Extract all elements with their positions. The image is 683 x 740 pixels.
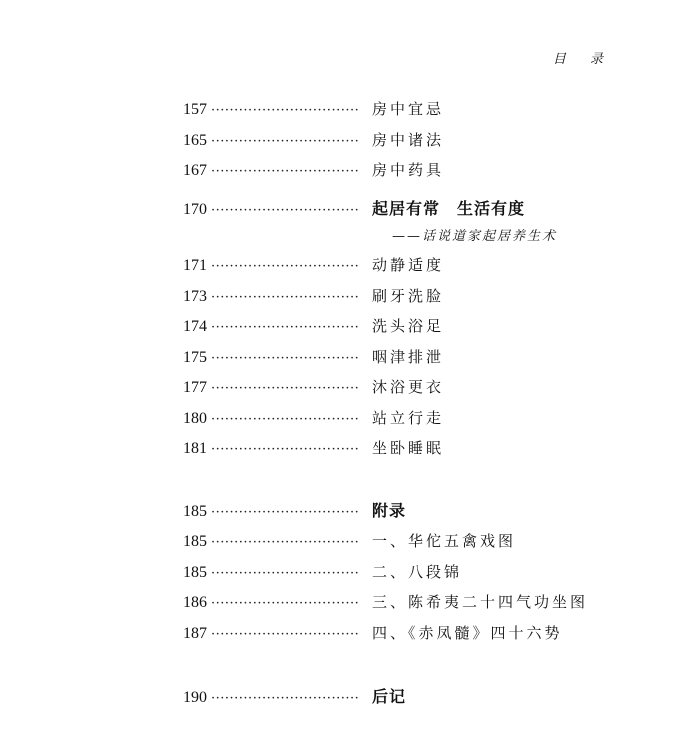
toc-chapter-title: 后记 [372, 687, 407, 706]
toc-page-number: 157 [183, 101, 207, 118]
toc-leader: ································ [211, 565, 360, 581]
toc-entry-title: 房中诸法 [372, 130, 445, 149]
toc-chapter-subtitle: ——话说道家起居养生术 [392, 229, 558, 244]
toc-chapter-entry[interactable] [183, 496, 603, 527]
toc-page-number: 185 [183, 533, 207, 550]
toc-page-number: 185 [183, 563, 207, 581]
toc-page-number: 174 [183, 318, 207, 335]
toc-entry-title: 四、《赤凤髓》四十六势 [372, 623, 563, 642]
toc-entry[interactable] [183, 618, 603, 649]
toc-entry[interactable] [183, 403, 603, 434]
toc-entry-title: 刷牙洗脸 [372, 286, 445, 305]
section-gap [183, 464, 603, 496]
toc-leader: ································ [211, 691, 360, 706]
toc-chapter-entry[interactable] [183, 194, 603, 225]
toc-page-number: 185 [183, 502, 207, 520]
toc-page-number: 190 [183, 689, 207, 706]
toc-leader: ································ [211, 596, 360, 611]
toc-leader: ································ [211, 442, 360, 457]
toc-entry[interactable] [183, 311, 603, 342]
toc-chapter-entry[interactable] [183, 682, 603, 713]
toc-leader: ································ [211, 259, 360, 274]
toc-entry[interactable] [183, 342, 603, 373]
toc-page-number: 170 [183, 200, 207, 218]
toc-entry[interactable] [183, 281, 603, 312]
table-of-contents [183, 94, 603, 713]
toc-entry[interactable] [183, 557, 603, 588]
toc-entry-title: 坐卧睡眠 [372, 439, 445, 457]
toc-entry-title: 站立行走 [372, 408, 445, 427]
toc-entry-title: 一、华佗五禽戏图 [372, 532, 517, 550]
toc-page-number: 167 [183, 162, 207, 179]
toc-entry-title: 三、陈希夷二十四气功坐图 [372, 593, 589, 611]
toc-entry-title: 房中药具 [372, 161, 445, 179]
toc-leader: ································ [211, 133, 360, 149]
toc-entry[interactable] [183, 125, 603, 156]
toc-entry[interactable] [183, 372, 603, 403]
toc-entry-title: 咽津排泄 [372, 347, 445, 366]
toc-entry[interactable] [183, 587, 603, 618]
toc-entry-title: 洗头浴足 [372, 317, 445, 335]
toc-entry-title: 动静适度 [372, 256, 445, 274]
toc-page-number: 187 [183, 624, 207, 642]
page-header: 目 录 [552, 52, 613, 67]
toc-entry[interactable] [183, 155, 603, 186]
toc-leader: ································ [211, 289, 360, 305]
toc-page-number: 165 [183, 131, 207, 149]
toc-page-number: 180 [183, 409, 207, 427]
toc-leader: ································ [211, 164, 360, 179]
toc-leader: ································ [211, 202, 360, 218]
toc-entry[interactable] [183, 94, 603, 125]
toc-leader: ································ [211, 350, 360, 366]
section-gap [183, 648, 603, 682]
toc-entry[interactable] [183, 526, 603, 557]
toc-page-number: 177 [183, 379, 207, 396]
toc-chapter-title: 起居有常 生活有度 [372, 198, 526, 218]
toc-leader: ································ [211, 103, 360, 118]
toc-leader: ································ [211, 411, 360, 427]
toc-chapter-title: 附录 [372, 500, 407, 520]
toc-entry[interactable] [183, 250, 603, 281]
toc-page-number: 181 [183, 440, 207, 457]
toc-leader: ································ [211, 381, 360, 396]
toc-page-number: 175 [183, 348, 207, 366]
toc-page-number: 186 [183, 594, 207, 611]
toc-leader: ································ [211, 626, 360, 642]
toc-entry-title: 二、八段锦 [372, 562, 463, 581]
toc-page-number: 171 [183, 257, 207, 274]
toc-leader: ································ [211, 504, 360, 520]
toc-entry-title: 沐浴更衣 [372, 378, 445, 396]
toc-entry[interactable] [183, 433, 603, 464]
toc-page-number: 173 [183, 287, 207, 305]
toc-entry-title: 房中宜忌 [372, 100, 445, 118]
toc-leader: ································ [211, 320, 360, 335]
toc-leader: ································ [211, 535, 360, 550]
